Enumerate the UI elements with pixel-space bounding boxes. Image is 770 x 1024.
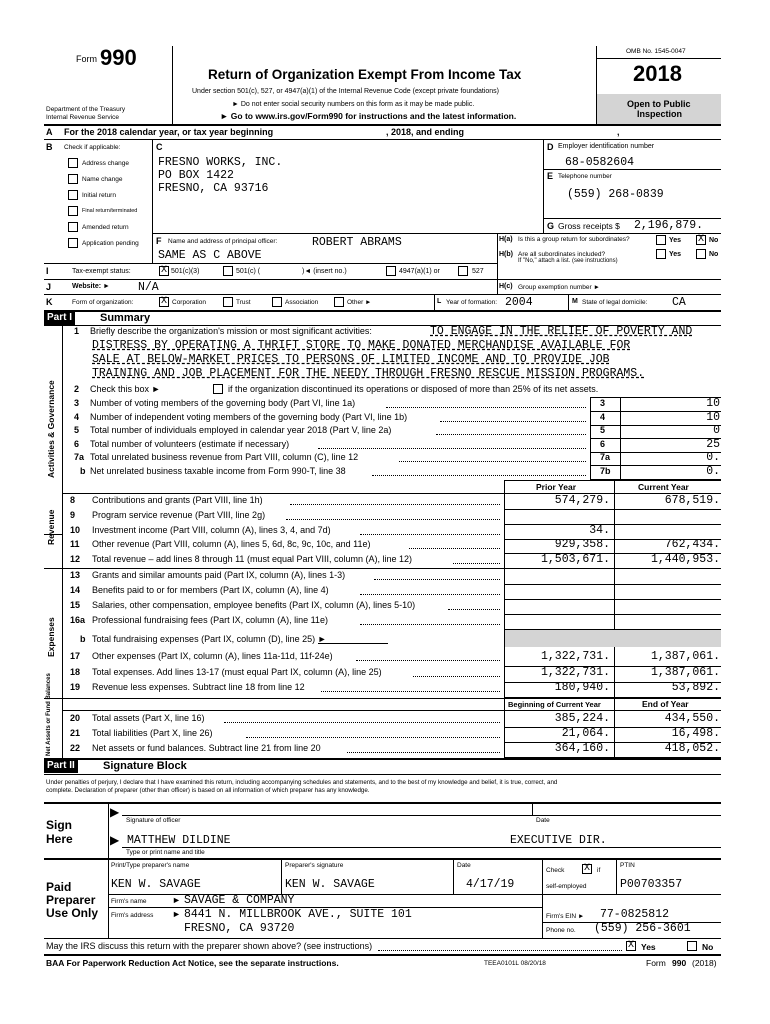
line-text: Professional fundraising fees (Part IX, column (A), line 11e) [92,615,328,625]
checkbox-527[interactable] [458,266,468,276]
instruction-ssn: ► Do not enter social security numbers on this form as it may be made public. [232,101,475,108]
label-association: Association [285,299,319,306]
line-num: 9 [70,510,76,520]
check-header: Check [546,867,565,874]
dot-leader [453,563,500,564]
row-k-letter: K [46,297,53,307]
preparer-ptin: P00703357 [620,878,683,891]
dot-leader [448,609,500,610]
label-application-pending: Application pending [82,240,139,247]
col-beginning-year: Beginning of Current Year [508,700,601,709]
col-end-year: End of Year [642,699,689,709]
current-year-value: 16,498. [671,727,720,740]
row-b-label: Check if applicable: [64,144,121,151]
gross-receipts: 2,196,879. [634,219,704,232]
prior-year-value: 1,322,731. [540,666,610,679]
gov-line-box: 3 [600,398,606,408]
gov-line-num: 7a [74,452,85,462]
sign-arrow-icon: ▶ [110,805,120,819]
dot-leader [360,624,500,625]
dot-leader [386,407,586,408]
type-name-label: Type or print name and title [126,849,205,856]
line-num: 13 [70,570,81,580]
label-501c3: 501(c)(3) [171,268,200,275]
checkbox-501c[interactable] [223,266,233,276]
line-num: 15 [70,600,81,610]
dot-leader [321,691,500,692]
gov-line-value: 25 [706,438,720,451]
gov-line-text: Total unrelated business revenue from Part VIII, column (C), line 12 [90,452,359,462]
row-j-letter: J [46,282,52,292]
firm-address-1: 8441 N. MILLBROOK AVE., SUITE 101 [184,908,412,921]
gov-line-text: Total number of individuals employed in calendar year 2018 (Part V, line 2a) [90,425,392,435]
checkbox-address-change[interactable] [68,158,78,168]
org-name: FRESNO WORKS, INC. [158,156,283,169]
checkbox-corporation[interactable]: X [160,296,167,307]
line-text: Revenue less expenses. Subtract line 18 from line 12 [92,682,305,692]
part-2-label: Part II [44,759,78,773]
dot-leader [372,475,586,476]
self-employed-header: self-employed [546,883,587,890]
org-f-text: Name and address of principal officer: [168,238,278,245]
form-code: TEEA0101L 08/20/18 [484,960,546,967]
footer-form-number: 990 [672,958,687,968]
line-num: 14 [70,585,81,595]
line-text: Grants and similar amounts paid (Part IX, column (A), lines 1-3) [92,570,346,580]
ha-yes-label: Yes [669,237,682,244]
officer-name: MATTHEW DILDINE [127,834,231,847]
gov-line-value: 0 [713,424,720,437]
dot-leader [409,548,500,549]
discuss-yes-label: Yes [641,942,656,952]
line-2-num: 2 [74,384,80,394]
line-num: 18 [70,667,81,677]
checkbox-501c3[interactable]: X [160,265,167,276]
gov-line-num: 4 [74,412,80,422]
org-f-label: F [156,236,162,246]
prior-year-value: 34. [589,524,610,537]
checkbox-amended-return[interactable] [68,222,78,232]
line-text: Program service revenue (Part VIII, line 2g) [92,510,266,520]
ha-text: Is this a group return for subordinates? [518,236,630,243]
part-1-title: Summary [100,312,151,324]
sign-label: Sign [46,818,72,832]
row-rule [505,509,721,510]
gov-line-value: 10 [706,411,720,424]
preparer-phone: (559) 256-3601 [594,922,691,935]
prior-year-value: 180,940. [554,681,610,694]
hb-label: H(b) [499,251,513,258]
label-other: Other ► [347,299,372,306]
checkbox-application-pending[interactable] [68,238,78,248]
state-of-domicile: CA [672,296,686,309]
checkbox-other[interactable] [334,297,344,307]
current-year-value: 762,434. [664,538,720,551]
gov-line-box: 7b [600,466,611,476]
label-4947: 4947(a)(1) or [399,268,440,275]
officer-title: EXECUTIVE DIR. [510,834,607,847]
form-number: 990 [100,45,137,70]
hb-note: If "No," attach a list. (see instructions) [518,258,618,264]
preparer-sig-header: Preparer's signature [285,862,344,869]
telephone: (559) 268-0839 [567,188,664,201]
line-text: Net assets or fund balances. Subtract line 21 from line 20 [92,743,321,753]
omb-number: OMB No. 1545-0047 [626,48,686,55]
prior-year-value: 1,503,671. [540,553,610,566]
label-address-change: Address change [82,160,129,167]
org-address-2: FRESNO, CA 93716 [158,182,269,195]
paid-label: Paid [46,880,72,894]
line-num: 22 [70,743,81,753]
line-num: 8 [70,495,76,505]
checkbox-discontinued[interactable] [213,384,223,394]
line-num: 17 [70,651,81,661]
hb-yes-label: Yes [669,251,682,258]
row-m-letter: M [572,298,578,305]
firm-ein-label: Firm's EIN ► [546,913,585,920]
label-501c: 501(c) ( [236,268,261,275]
form-subtitle: Under section 501(c), 527, or 4947(a)(1) of the Internal Revenue Code (except private foundations) [192,88,500,95]
gov-line-value: 0. [706,465,720,478]
row-l-letter: L [437,298,442,305]
ptin-header: PTIN [620,862,635,869]
preparer-date: 4/17/19 [466,878,515,891]
row-l-text: Year of formation: [446,299,498,306]
line-text: Investment income (Part VIII, column (A), lines 3, 4, and 7d) [92,525,331,535]
preparer-date-header: Date [457,862,471,869]
here-label: Here [46,832,73,846]
line-text: Other revenue (Part VIII, column (A), lines 5, 6d, 8c, 9c, 10c, and 11e) [92,539,371,549]
row-rule [505,614,721,615]
dept-irs: Internal Revenue Service [46,114,119,121]
employer-id: 68-0582604 [565,156,635,169]
row-b-letter: B [46,142,53,152]
dot-leader [356,660,500,661]
org-g-label: G [547,221,555,231]
prior-year-value: 385,224. [554,712,610,725]
row-rule [505,599,721,600]
box-rule [620,397,621,480]
row-i-label: Tax-exempt status: [72,268,131,275]
dot-leader [436,434,586,435]
label-amended-return: Amended return [82,224,129,231]
line-text: Total liabilities (Part X, line 26) [92,728,213,738]
label-corporation: Corporation [172,299,206,306]
current-year-value: 53,892. [671,681,720,694]
open-inspection: Inspection [637,109,683,119]
row-a-mid: , 2018, and ending [386,127,465,137]
gov-line-value: 10 [706,397,720,410]
label-final-return: Final return/terminated [82,208,138,214]
firm-ein: 77-0825812 [600,908,670,921]
name-arrow-icon: ▶ [110,833,120,847]
gov-line-box: 6 [600,439,606,449]
checkbox-association[interactable] [272,297,282,307]
website-value: N/A [138,281,159,294]
mission-4: TRAINING AND JOB PLACEMENT FOR THE NEEDY THROUGH FRESNO RESCUE MISSION PROGRAMS. [92,367,645,380]
perjury-statement-2: complete. Declaration of preparer (other than officer) is based on all information of which preparer has any knowledge. [46,787,370,794]
dept-treasury: Department of the Treasury [46,106,126,113]
line-1-text: Briefly describe the organization's mission or most significant activities: [90,326,372,336]
box-rule [590,397,591,480]
dot-leader [360,534,500,535]
org-d-text: Employer identification number [558,143,655,150]
mission-2: DISTRESS BY OPERATING A THRIFT STORE TO MAKE DONATED MERCHANDISE AVAILABLE FOR [92,339,631,352]
prior-year-value: 574,279. [554,494,610,507]
line-text: Contributions and grants (Part VIII, line 1h) [92,495,263,505]
instruction-website: ► Go to www.irs.gov/Form990 for instructions and the latest information. [220,111,517,121]
line-text: Salaries, other compensation, employee benefits (Part IX, column (A), lines 5-10) [92,600,416,610]
row-i-letter: I [46,266,49,276]
checkbox-trust[interactable] [223,297,233,307]
current-year-value: 678,519. [664,494,720,507]
form-title: Return of Organization Exempt From Income Tax [208,67,522,82]
mission-3: SALE AT BELOW-MARKET PRICES TO PERSONS OF LIMITED INCOME AND TO PROVIDE JOB [92,353,610,366]
current-year-value: 1,387,061. [650,666,720,679]
line-text: Total expenses. Add lines 13-17 (must equal Part IX, column (A), line 25) [92,667,382,677]
gov-line-box: 5 [600,425,606,435]
firm-name-arrow-icon: ► [172,895,181,905]
prior-year-value: 21,064. [561,727,610,740]
ha-no-checkbox[interactable]: X [697,234,704,245]
label-trust: Trust [236,299,251,306]
use-only-label: Use Only [46,906,99,920]
checkbox-final-return[interactable] [68,206,78,216]
current-year-value: 418,052. [664,742,720,755]
officer-signature-line[interactable] [122,815,721,816]
row-a-letter: A [46,127,53,137]
preparer-name-header: Print/Type preparer's name [111,862,190,869]
firm-address-2: FRESNO, CA 93720 [184,922,295,935]
line-num: 12 [70,554,81,564]
hb-no-label: No [709,251,719,258]
current-year-value: 1,387,061. [650,650,720,663]
hb-text: Are all subordinates included? [518,251,606,258]
line-2-text: Check this box ► [90,384,161,394]
current-year-value: 434,550. [664,712,720,725]
label-initial-return: Initial return [82,192,116,199]
line-16b-num: b [80,634,86,644]
line-num: 19 [70,682,81,692]
gov-line-box: 4 [600,412,606,422]
side-label-net-assets: Net Assets or Fund Balances [46,673,52,756]
line-16b-text: Total fundraising expenses (Part IX, column (D), line 25) ► [92,634,327,644]
col-current-year: Current Year [638,482,689,492]
dot-leader [290,504,500,505]
tax-year: 2018 [633,61,682,86]
hc-label: H(c) [499,283,513,290]
gov-line-num: 6 [74,439,80,449]
preparer-label: Preparer [46,893,96,907]
org-e-label: E [547,171,554,181]
gov-line-num: 5 [74,425,80,435]
gov-line-text: Net unrelated business taxable income from Form 990-T, line 38 [90,466,346,476]
mission-1: TO ENGAGE IN THE RELIEF OF POVERTY AND [430,325,693,338]
firm-name: SAVAGE & COMPANY [184,894,295,907]
prior-year-value: 1,322,731. [540,650,610,663]
ha-no-label: No [709,237,719,244]
side-label-governance: Activities & Governance [46,380,56,478]
perjury-statement-1: Under penalties of perjury, I declare that I have examined this return, including accompanying schedules and statements, and to the best of my knowledge and belief, it is true, correct, and [46,779,558,786]
ha-label: H(a) [499,236,513,243]
dot-leader [224,722,500,723]
dot-leader [413,676,500,677]
principal-officer-address: SAME AS C ABOVE [158,249,262,262]
checkbox-initial-return[interactable] [68,190,78,200]
check-if-header: if [597,867,601,874]
checkbox-4947[interactable] [386,266,396,276]
hb-yes-checkbox[interactable] [656,249,666,259]
ha-yes-checkbox[interactable] [656,235,666,245]
gov-line-value: 0. [706,451,720,464]
preparer-name: KEN W. SAVAGE [111,878,201,891]
line-text: Total revenue – add lines 8 through 11 (must equal Part VIII, column (A), line 12) [92,554,413,564]
dot-leader [360,594,500,595]
current-year-value: 1,440,953. [650,553,720,566]
baa-notice: BAA For Paperwork Reduction Act Notice, see the separate instructions. [46,958,339,968]
footer-form-word: Form [646,958,666,968]
org-g-text: Gross receipts $ [558,221,620,231]
gov-line-text: Number of independent voting members of the governing body (Part VI, line 1b) [90,412,408,422]
side-label-revenue: Revenue [46,509,56,545]
checkbox-name-change[interactable] [68,174,78,184]
dot-leader [246,737,500,738]
dot-leader [318,448,587,449]
label-insert-no: )◄ (insert no.) [302,268,347,275]
year-of-formation: 2004 [505,296,533,309]
gov-line-text: Number of voting members of the governing body (Part VI, line 1a) [90,398,356,408]
gov-line-box: 7a [600,452,611,462]
row-m-text: State of legal domicile: [582,299,648,306]
discuss-no-checkbox[interactable] [687,941,697,951]
dot-leader [399,461,586,462]
part-2-title: Signature Block [103,760,187,772]
org-c-label: C [156,142,163,152]
label-527: 527 [472,268,484,275]
line-2-rest: if the organization discontinued its operations or disposed of more than 25% of its net assets. [228,384,599,394]
self-employed-checkbox[interactable]: X [583,863,590,874]
col-prior-year: Prior Year [536,482,577,492]
box-rule [590,397,721,398]
open-public: Open to Public [627,99,691,109]
discuss-no-label: No [702,942,714,952]
line-num: 16a [70,615,86,625]
preparer-signature: KEN W. SAVAGE [285,878,375,891]
line-text: Other expenses (Part IX, column (A), lines 11a-11d, 11f-24e) [92,651,333,661]
dot-leader [286,519,500,520]
form-word: Form [76,54,97,64]
firm-name-label: Firm's name [111,898,147,905]
phone-label: Phone no. [546,927,576,934]
principal-officer: ROBERT ABRAMS [312,236,402,249]
dot-leader [374,579,500,580]
line-num: 21 [70,728,81,738]
org-e-text: Telephone number [558,173,612,180]
dot-leader [347,752,500,753]
firm-address-arrow-icon: ► [172,909,181,919]
line-num: 11 [70,539,80,549]
row-rule [505,584,721,585]
org-d-label: D [547,142,554,152]
line-text: Total assets (Part X, line 16) [92,713,205,723]
row-a-text: For the 2018 calendar year, or tax year beginning [64,127,274,137]
side-label-expenses: Expenses [46,617,56,657]
org-address-1: PO BOX 1422 [158,169,234,182]
signature-label: Signature of officer [126,817,181,824]
gov-line-num: 3 [74,398,80,408]
line-1-num: 1 [74,326,80,336]
date-label: Date [536,817,550,824]
discuss-yes-checkbox[interactable]: X [627,940,634,951]
gov-line-num: b [80,466,86,476]
footer-form-year: (2018) [692,958,717,968]
line-num: 10 [70,525,81,535]
dot-leader [440,421,586,422]
line-text: Benefits paid to or for members (Part IX, column (A), line 4) [92,585,329,595]
row-k-label: Form of organization: [72,299,134,306]
firm-address-label: Firm's address [111,912,154,919]
discuss-question: May the IRS discuss this return with the preparer shown above? (see instructions) [46,941,373,951]
line-num: 20 [70,713,81,723]
row-j-label: Website: ► [72,283,110,290]
prior-year-value: 364,160. [554,742,610,755]
part-1-label: Part I [44,311,75,325]
hb-no-checkbox[interactable] [696,249,706,259]
prior-year-value: 929,358. [554,538,610,551]
gov-line-text: Total number of volunteers (estimate if necessary) [90,439,290,449]
hc-text: Group exemption number ► [518,284,600,291]
row-a-comma: , [617,127,620,137]
label-name-change: Name change [82,176,123,183]
